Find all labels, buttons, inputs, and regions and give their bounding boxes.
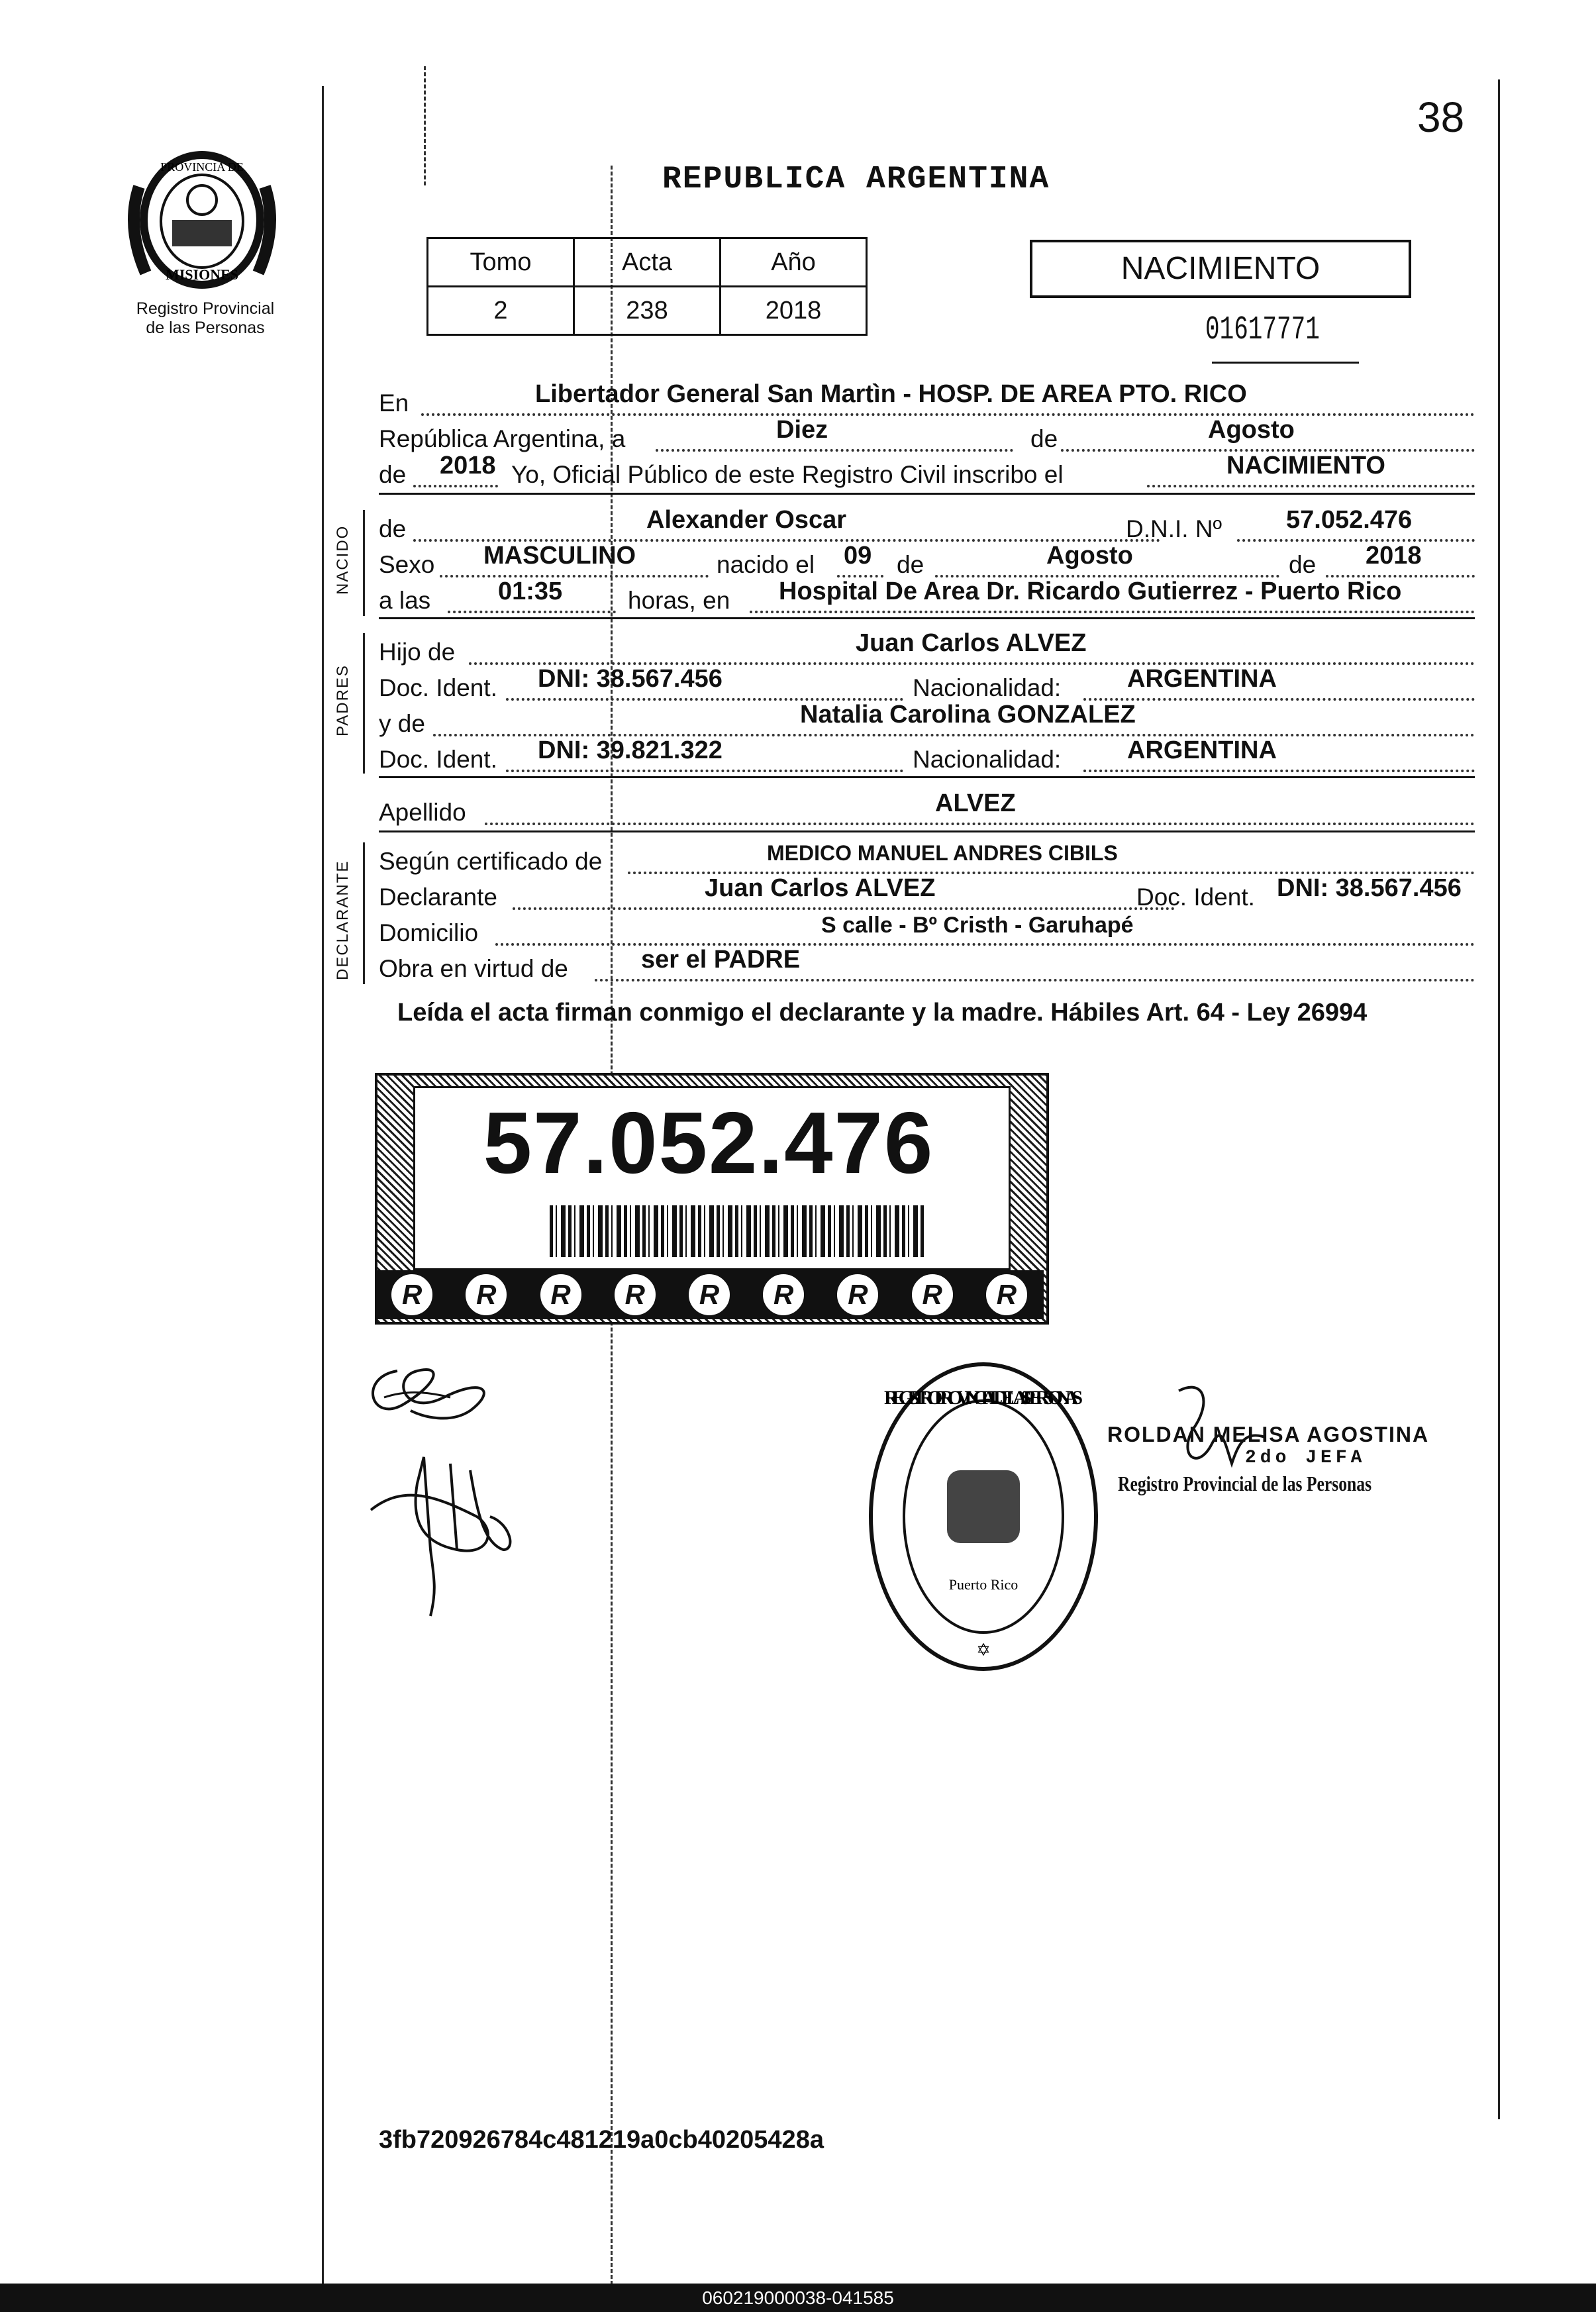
label-horas-en: horas, en <box>628 587 730 614</box>
official-stamp-icon <box>861 1351 1106 1682</box>
r-mark-icon: R <box>466 1274 507 1315</box>
page-number: 38 <box>1417 93 1465 141</box>
section-divider-nacido <box>379 617 1475 619</box>
official-signature <box>1139 1378 1272 1497</box>
side-label-padres: PADRES <box>334 664 352 736</box>
r-mark-icon: R <box>837 1274 878 1315</box>
label-en: En <box>379 389 409 417</box>
provincial-seal-icon <box>126 147 278 299</box>
row-certificado <box>379 842 1475 877</box>
row-declarante <box>379 874 1475 913</box>
value-birth-year: 2018 <box>1366 542 1422 570</box>
value-madre-nac: ARGENTINA <box>1127 736 1277 764</box>
r-mark-icon: R <box>615 1274 656 1315</box>
stamp-official-name: ROLDAN MELISA AGOSTINA <box>1107 1423 1430 1446</box>
label-certificado: Según certificado de <box>379 848 603 875</box>
row-hijo-de <box>379 629 1475 668</box>
row-madre-doc <box>379 736 1475 775</box>
row-sexo <box>379 542 1475 580</box>
dots-event <box>1147 485 1475 487</box>
label-domicilio: Domicilio <box>379 919 479 946</box>
footer-id: 060219000038-041585 <box>702 2287 894 2308</box>
label-de-year: de <box>379 461 407 488</box>
row-hora <box>379 578 1475 616</box>
value-birth-day: 09 <box>844 542 872 570</box>
seal-caption-line-2: de las Personas <box>146 319 265 337</box>
document-hash: 3fb720926784c481219a0cb40205428a <box>379 2126 824 2154</box>
section-divider-intro <box>379 493 1475 495</box>
label-a-las: a las <box>379 587 431 614</box>
value-declarante-doc: DNI: 38.567.456 <box>1277 874 1462 902</box>
dots-en <box>421 413 1475 416</box>
security-strip <box>375 1270 1044 1319</box>
left-margin-rule <box>322 86 324 2298</box>
value-month: Agosto <box>1208 416 1295 444</box>
label-declarante-doc: Doc. Ident. <box>1136 883 1255 911</box>
registry-info-table <box>426 237 868 336</box>
label-dni: D.N.I. Nº <box>1126 515 1222 542</box>
value-obra: ser el PADRE <box>641 946 801 974</box>
value-certificado: MEDICO MANUEL ANDRES CIBILS <box>767 841 1118 865</box>
stamp-official-role: 2do JEFA <box>1245 1448 1366 1468</box>
label-de-year2: de <box>1289 551 1317 578</box>
serial-number: 01617771 <box>1205 311 1320 349</box>
bracket-nacido <box>363 510 365 616</box>
value-padre-doc: DNI: 38.567.456 <box>538 665 723 693</box>
seal-bottom-text: MISIONES <box>165 266 239 283</box>
handwritten-signatures <box>344 1351 543 1629</box>
value-sexo: MASCULINO <box>483 542 636 570</box>
dots-madre-nac <box>1083 770 1475 772</box>
r-mark-icon: R <box>912 1274 953 1315</box>
bracket-padres <box>363 633 365 774</box>
label-y-de: y de <box>379 710 425 737</box>
row-y-de <box>379 701 1475 739</box>
dots-lugar <box>750 611 1475 613</box>
dots-obra <box>595 979 1475 981</box>
dots-declarante <box>513 907 1175 910</box>
label-madre-doc: Doc. Ident. <box>379 746 497 773</box>
dots-year <box>413 485 498 487</box>
label-sexo: Sexo <box>379 551 435 578</box>
r-mark-icon: R <box>689 1274 730 1315</box>
row-en <box>379 380 1475 419</box>
label-republica: República Argentina, a <box>379 425 626 452</box>
closing-text: Leída el acta firman conmigo el declarante y la madre. Hábiles Art. 64 - Ley 26994 <box>397 999 1368 1027</box>
label-statement: Yo, Oficial Público de este Registro Civil inscribo el <box>511 461 1064 488</box>
label-de: de <box>1030 425 1058 452</box>
seal-top-text: PROVINCIA DE <box>160 160 244 174</box>
value-tomo: 2 <box>428 287 574 335</box>
dots-dni <box>1237 539 1475 542</box>
value-ano: 2018 <box>721 287 867 335</box>
row-apellido <box>379 789 1475 828</box>
stamp-organization: Registro Provincial de las Personas <box>1118 1472 1372 1495</box>
dots-padre-nac <box>1083 698 1475 701</box>
label-declarante: Declarante <box>379 883 497 911</box>
r-mark-icon: R <box>540 1274 581 1315</box>
dots-hora <box>448 611 616 613</box>
label-padre-nac: Nacionalidad: <box>913 674 1062 701</box>
label-nacido-el: nacido el <box>717 551 815 578</box>
label-de-name: de <box>379 515 407 542</box>
barcode <box>550 1205 924 1257</box>
stamp-center-text: Puerto Rico <box>948 1576 1019 1593</box>
r-mark-icon: R <box>391 1274 432 1315</box>
row-nacido-name <box>379 506 1475 544</box>
label-obra: Obra en virtud de <box>379 955 568 982</box>
label-de-month: de <box>897 551 924 578</box>
right-margin-rule <box>1498 79 1500 2119</box>
serial-underline <box>1212 362 1359 364</box>
value-birth-month: Agosto <box>1046 542 1133 570</box>
stamp-ring-text: REGISTRO PROVINCIAL DE LAS PERSONAS <box>884 1387 1083 1409</box>
side-label-nacido: NACIDO <box>334 525 352 595</box>
section-divider-apellido <box>379 830 1475 832</box>
value-event: NACIMIENTO <box>1226 452 1385 479</box>
seal-caption-line-1: Registro Provincial <box>136 299 275 318</box>
value-declarante: Juan Carlos ALVEZ <box>705 874 936 902</box>
section-divider-padres <box>379 776 1475 778</box>
header-tomo: Tomo <box>428 238 574 287</box>
value-child-name: Alexander Oscar <box>646 506 847 534</box>
value-child-dni: 57.052.476 <box>1286 506 1413 534</box>
header-ano: Año <box>721 238 867 287</box>
seal-caption <box>79 299 331 338</box>
label-hijo-de: Hijo de <box>379 638 456 666</box>
r-mark-icon: R <box>986 1274 1027 1315</box>
dni-sticker-number: 57.052.476 <box>483 1094 934 1191</box>
value-place: Libertador General San Martìn - HOSP. DE AREA PTO. RICO <box>535 380 1247 408</box>
value-madre: Natalia Carolina GONZALEZ <box>800 701 1136 729</box>
label-apellido: Apellido <box>379 799 466 826</box>
r-mark-icon: R <box>763 1274 804 1315</box>
row-domicilio <box>379 914 1475 948</box>
value-apellido: ALVEZ <box>935 789 1016 817</box>
value-domicilio: S calle - Bº Cristh - Garuhapé <box>821 913 1134 938</box>
value-hora: 01:35 <box>498 578 563 605</box>
fold-line-top <box>424 66 426 185</box>
row-obra <box>379 946 1475 984</box>
value-lugar: Hospital De Area Dr. Ricardo Gutierrez - Puerto Rico <box>779 578 1402 605</box>
document-title: REPUBLICA ARGENTINA <box>662 162 1050 197</box>
row-statement <box>379 452 1475 490</box>
side-label-declarante: DECLARANTE <box>334 860 352 980</box>
value-year: 2018 <box>440 452 496 479</box>
value-padre-nac: ARGENTINA <box>1127 665 1277 693</box>
row-padre-doc <box>379 665 1475 703</box>
label-madre-nac: Nacionalidad: <box>913 746 1062 773</box>
dots-day <box>656 449 1013 452</box>
value-acta: 238 <box>574 287 721 335</box>
svg-text:✡: ✡ <box>976 1640 991 1660</box>
value-madre-doc: DNI: 39.821.322 <box>538 736 723 764</box>
dots-apellido <box>485 823 1475 825</box>
label-padre-doc: Doc. Ident. <box>379 674 497 701</box>
value-padre: Juan Carlos ALVEZ <box>856 629 1087 657</box>
dots-madre-doc <box>506 770 903 772</box>
value-day: Diez <box>776 416 828 444</box>
document-type-box: NACIMIENTO <box>1030 240 1411 298</box>
bracket-declarante <box>363 842 365 984</box>
dots-sexo <box>440 575 709 578</box>
header-acta: Acta <box>574 238 721 287</box>
row-republica <box>379 416 1475 454</box>
